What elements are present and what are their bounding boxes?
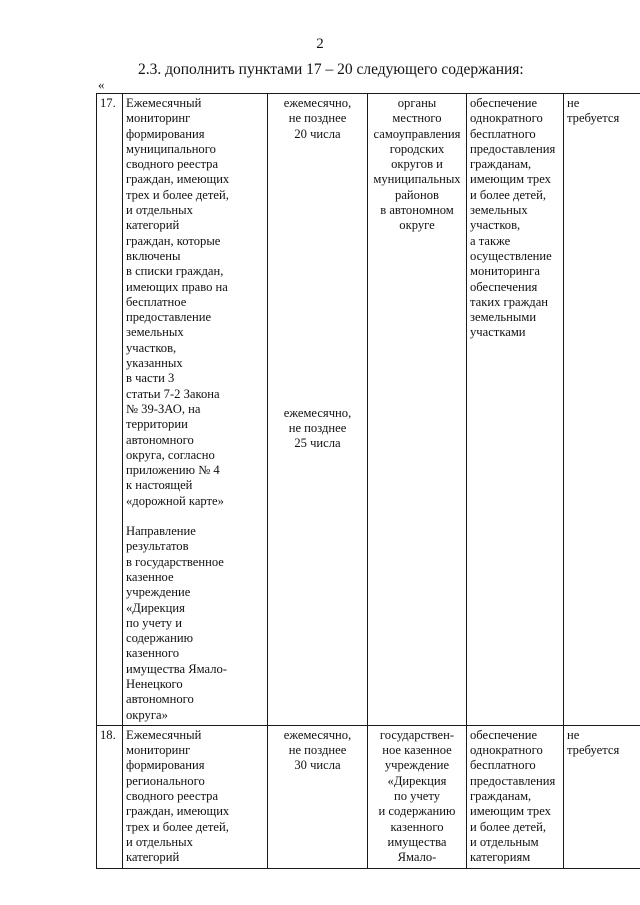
responsible-cell xyxy=(368,94,467,726)
activity-text-2: Направление результатов в государственное казенное учреждение «Дирекция по учету и содержанию казенного имущества Ямало- Ненецкого автономного округа» xyxy=(126,524,227,722)
activity-text: Ежемесячный мониторинг формирования регионального сводного реестра граждан, имеющих трех и более детей, и отдельных категорий xyxy=(126,727,230,865)
roadmap-table xyxy=(96,93,640,869)
activity-text: Ежемесячный мониторинг формирования муниципального сводного реестра граждан, имеющих трех и более детей, и отдельных категорий граждан, которые включены в списки граждан, имеющих право на бесплатное предоставление земельных участков, указанных в части 3 статьи 7-2 Закона № 39-ЗАО, на территории автономного округа, согласно приложению № 4 к настоящей «дорожной карте» xyxy=(126,96,230,508)
result-text: обеспечение однократного бесплатного предоставления гражданам, имеющим трех и более детей, земельных участков, а также осуществление мониторинга обеспечения таких граждан земельными участками xyxy=(470,96,556,340)
activity-cell xyxy=(123,725,268,868)
requirement-cell xyxy=(564,725,640,868)
table-row-18 xyxy=(97,725,640,868)
requirement-text: не требуется xyxy=(567,96,620,126)
deadline-cell xyxy=(268,725,368,868)
deadline-text: ежемесячно, не позднее 20 числа xyxy=(283,96,352,141)
deadline-text-2: ежемесячно, не позднее 25 числа xyxy=(283,405,352,451)
requirement-cell xyxy=(564,94,640,726)
intro-text: 2.3. дополнить пунктами 17 – 20 следующего содержания: xyxy=(138,61,524,78)
activity-cell xyxy=(123,94,268,726)
opening-quote: « xyxy=(98,77,105,92)
responsible-text: государствен- ное казенное учреждение «Дирекция по учету и содержанию казенного имущества Ямало- xyxy=(378,727,456,865)
result-cell xyxy=(467,725,564,868)
responsible-cell xyxy=(368,725,467,868)
row-number: 17. xyxy=(97,94,123,726)
responsible-text: органы местного самоуправления городских округов и муниципальных районов в автономном округе xyxy=(373,96,461,233)
table-row-17 xyxy=(97,94,640,726)
deadline-text: ежемесячно, не позднее 30 числа xyxy=(283,727,352,773)
deadline-cell xyxy=(268,94,368,726)
requirement-text: не требуется xyxy=(567,727,620,758)
row-number: 18. xyxy=(97,725,123,868)
result-text: обеспечение однократного бесплатного предоставления гражданам, имеющим трех и более детей, и отдельным категориям xyxy=(470,727,556,865)
result-cell xyxy=(467,94,564,726)
page-number: 2 xyxy=(316,36,324,52)
